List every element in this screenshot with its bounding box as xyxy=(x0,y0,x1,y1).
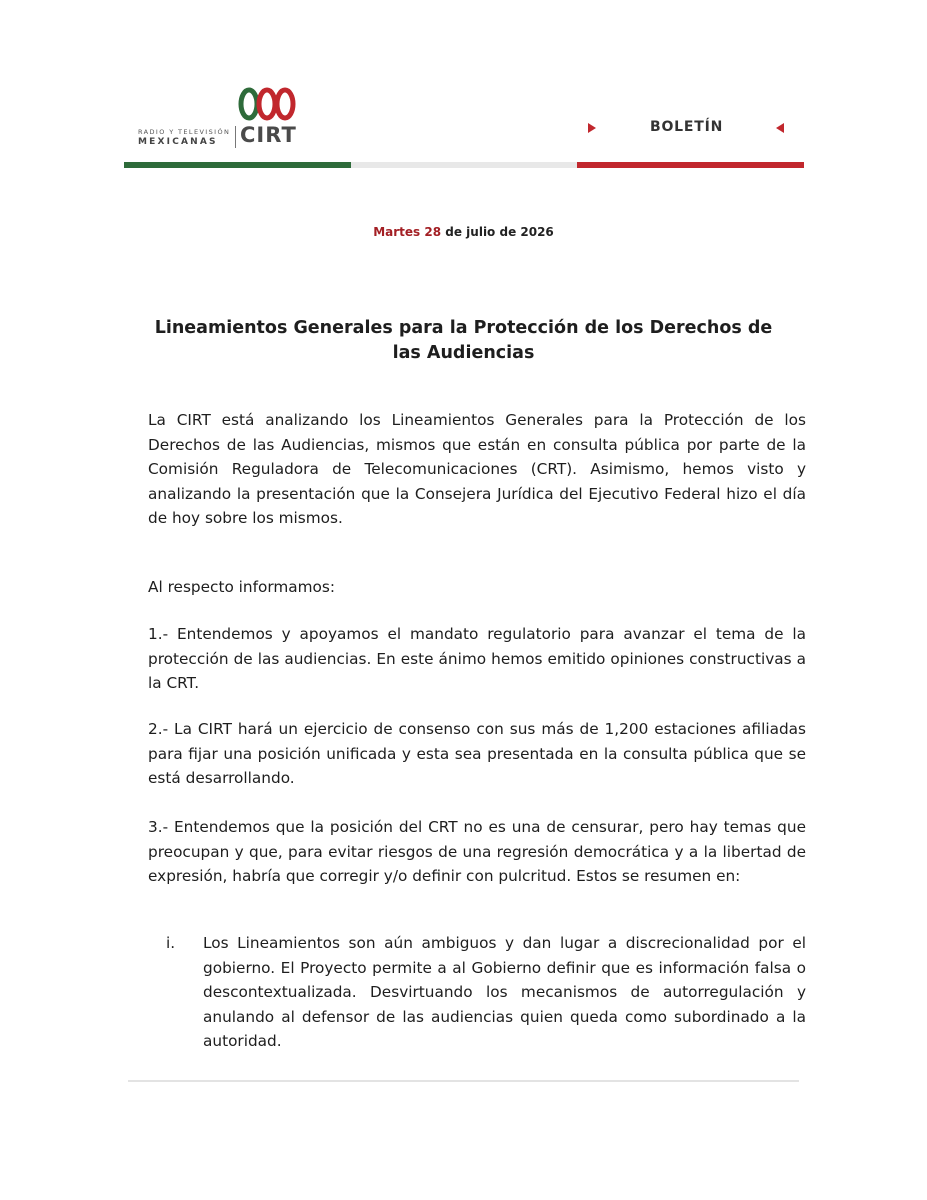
cirt-rings-icon xyxy=(238,86,298,122)
point-2-paragraph: 2.- La CIRT hará un ejercicio de consenso con sus más de 1,200 estaciones afiliadas para fijar una posición unificada y esta sea presentada en la consulta pública que se está desarrollando. xyxy=(148,720,806,787)
arrow-right-icon xyxy=(588,123,596,133)
date-weekday: Martes xyxy=(373,225,421,239)
arrow-left-icon xyxy=(776,123,784,133)
rule-white xyxy=(351,162,578,168)
bulletin-label-block xyxy=(588,118,788,140)
bulletin-title: Lineamientos Generales para la Protección de los Derechos de las Audiencias xyxy=(154,318,773,363)
bulletin-header xyxy=(0,0,927,175)
list-item-marker: i. xyxy=(166,934,176,952)
rule-green xyxy=(124,162,351,168)
logo-subtitle-small: RADIO Y TELEVISIÓN xyxy=(138,128,231,136)
point-3-paragraph: 3.- Entendemos que la posición del CRT no es una de censurar, pero hay temas que preocupan y que, para evitar riesgos de una regresión democrática y a la libertad de expresión, habría que corregir y/o definir con pulcritud. Estos se resumen en: xyxy=(148,818,806,885)
list-item-text: Los Lineamientos son aún ambiguos y dan lugar a discrecionalidad por el gobierno. El Proyecto permite a al Gobierno definir que es información falsa o descontextualizada. Desvirtuando los mecanismos de autorregulación y anulando al defensor de las audiencias quien queda como subordinado a la autoridad. xyxy=(203,934,806,1050)
rule-red xyxy=(577,162,804,168)
logo-divider xyxy=(235,126,236,148)
date-rest: de julio de 2026 xyxy=(445,225,554,239)
logo-brand: CIRT xyxy=(240,123,297,147)
intro-paragraph: La CIRT está analizando los Lineamientos Generales para la Protección de los Derechos de las Audiencias, mismos que están en consulta pública por parte de la Comisión Reguladora de Telecomunicaciones (CRT). Asimismo, hemos visto y analizando la presentación que la Consejera Jurídica del Ejecutivo Federal hizo el día de hoy sobre los mismos. xyxy=(148,411,806,527)
footer-divider xyxy=(128,1080,799,1082)
lead-paragraph: Al respecto informamos: xyxy=(148,578,336,596)
tricolor-rule xyxy=(124,162,804,168)
logo-subtitle-large: MEXICANAS xyxy=(138,137,218,147)
bulletin-date xyxy=(0,225,927,239)
cirt-logo xyxy=(138,86,308,152)
bulletin-label: BOLETÍN xyxy=(650,119,724,135)
date-day: 28 xyxy=(424,225,442,239)
point-1-paragraph: 1.- Entendemos y apoyamos el mandato regulatorio para avanzar el tema de la protección de las audiencias. En este ánimo hemos emitido opiniones constructivas a la CRT. xyxy=(148,625,806,692)
